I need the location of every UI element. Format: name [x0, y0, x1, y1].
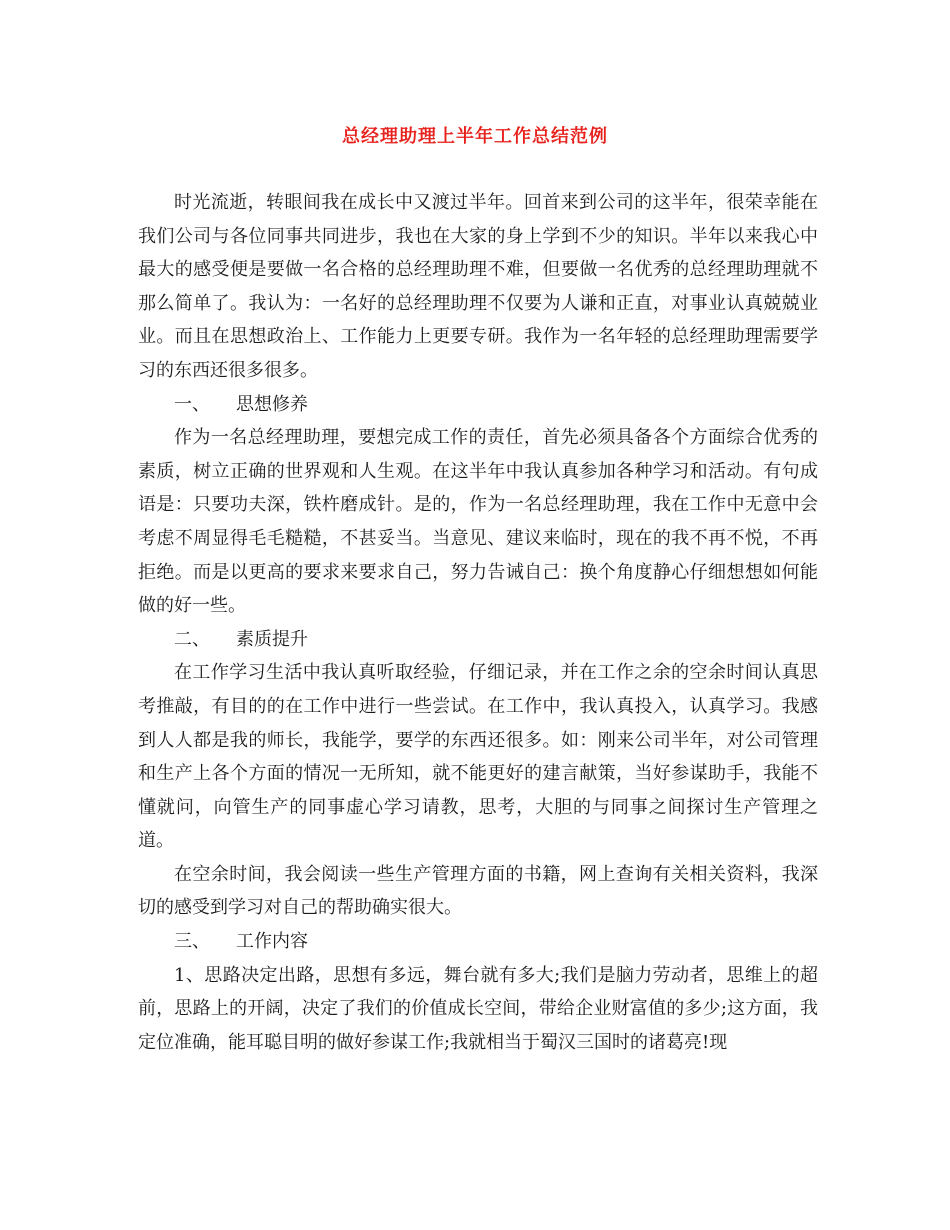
- paragraph-intro: 时光流逝，转眼间我在成长中又渡过半年。回首来到公司的这半年，很荣幸能在我们公司与各位同事共同进步，我也在大家的身上学到不少的知识。半年以来我心中最大的感受便是要做一名合格的总经理助理不难，但要做一名优秀的总经理助理就不那么简单了。我认为：一名好的总经理助理不仅要为人谦和正直，对事业认真兢兢业业。而且在思想政治上、工作能力上更要专研。我作为一名年轻的总经理助理需要学习的东西还很多很多。: [138, 192, 818, 381]
- section-title: 素质提升: [236, 628, 308, 650]
- paragraph-work-1: 1、思路决定出路，思想有多远，舞台就有多大;我们是脑力劳动者，思维上的超前，思路上的开阔，决定了我们的价值成长空间，带给企业财富值的多少;这方面，我定位准确，能耳聪目明的做好参谋工作;我就相当于蜀汉三国时的诸葛亮!现: [138, 964, 818, 1053]
- section-heading-2: [138, 623, 818, 657]
- paragraph-quality-2: 在空余时间，我会阅读一些生产管理方面的书籍，网上查询有关相关资料，我深切的感受到学习对自己的帮助确实很大。: [138, 863, 818, 919]
- section-number: 三、: [174, 931, 210, 953]
- section-number: 一、: [174, 393, 210, 415]
- document-title: 总经理助理上半年工作总结范例: [342, 126, 608, 147]
- section-title: 思想修养: [236, 393, 308, 415]
- section-number: 二、: [174, 628, 210, 650]
- paragraph-quality-1: 在工作学习生活中我认真听取经验，仔细记录，并在工作之余的空余时间认真思考推敲，有目的的在工作中进行一些尝试。在工作中，我认真投入，认真学习。我感到人人都是我的师长，我能学，要学的东西还很多。如：刚来公司半年，对公司管理和生产上各个方面的情况一无所知，就不能更好的建言献策，当好参谋助手，我能不懂就问，向管生产的同事虚心学习请教，思考，大胆的与同事之间探讨生产管理之道。: [138, 662, 818, 852]
- section-heading-3: [138, 925, 818, 959]
- section-title: 工作内容: [236, 931, 308, 953]
- section-heading-1: [138, 388, 818, 422]
- document-body: [138, 186, 818, 1059]
- paragraph-thought: 作为一名总经理助理，要想完成工作的责任，首先必须具备各个方面综合优秀的素质，树立正确的世界观和人生观。在这半年中我认真参加各种学习和活动。有句成语是：只要功夫深，铁杵磨成针。是的，作为一名总经理助理，我在工作中无意中会考虑不周显得毛毛糙糙，不甚妥当。当意见、建议来临时，现在的我不再不悦，不再拒绝。而是以更高的要求来要求自己，努力告诫自己：换个角度静心仔细想想如何能做的好一些。: [138, 427, 818, 617]
